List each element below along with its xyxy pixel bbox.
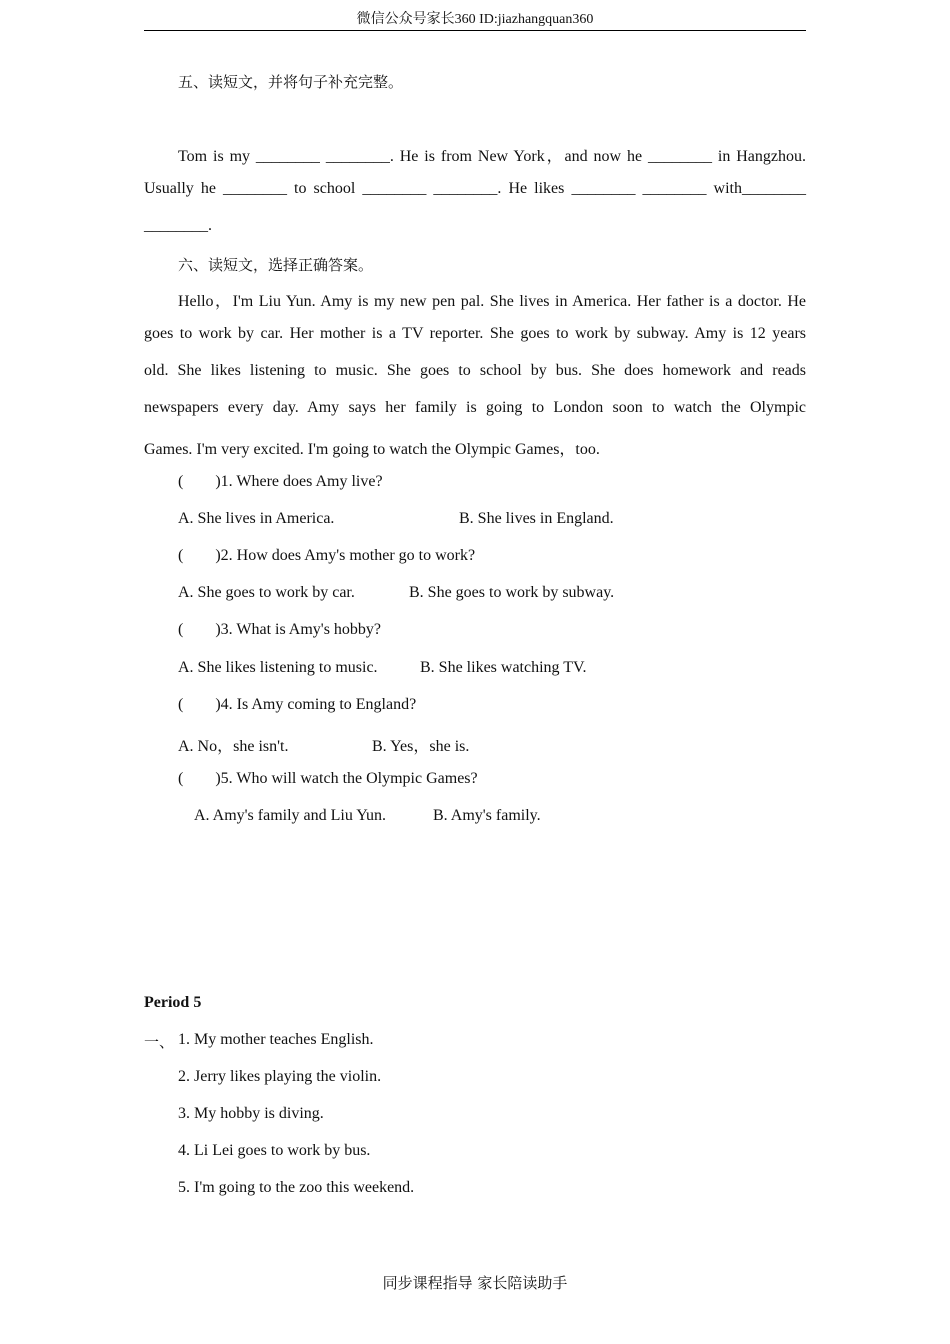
question-2-option-b: B. She goes to work by subway.	[409, 584, 615, 601]
question-4-option-b: B. Yes，she is.	[372, 738, 470, 755]
question-5-option-b: B. Amy's family.	[433, 807, 541, 824]
question-4-option-a: A. No，she isn't.	[178, 738, 289, 755]
period5-answer-2: 2. Jerry likes playing the violin.	[178, 1068, 382, 1085]
question-3-option-a: A. She likes listening to music.	[178, 659, 378, 676]
question-5: ( )5. Who will watch the Olympic Games?	[178, 770, 478, 787]
question-4: ( )4. Is Amy coming to England?	[178, 696, 417, 713]
page-header: 微信公众号家长360 ID:jiazhangquan360	[144, 10, 806, 31]
question-3: ( )3. What is Amy's hobby?	[178, 621, 382, 638]
section5-line2: Usually he ________ to school ________ ________. He likes ________ ________ with________	[144, 180, 806, 197]
period5-answer-5: 5. I'm going to the zoo this weekend.	[178, 1179, 415, 1196]
question-1-option-b: B. She lives in England.	[459, 510, 614, 527]
question-5-option-a: A. Amy's family and Liu Yun.	[194, 807, 387, 824]
passage-line-1: Hello，I'm Liu Yun. Amy is my new pen pal. She lives in America. Her father is a doctor. He	[178, 293, 807, 310]
page-footer: 同步课程指导 家长陪读助手	[382, 1274, 568, 1292]
question-3-option-b: B. She likes watching TV.	[420, 659, 587, 676]
passage-line-5: Games. I'm very excited. I'm going to watch the Olympic Games，too.	[144, 441, 600, 458]
section5-line3: ________.	[144, 217, 212, 234]
period5-answer-3: 3. My hobby is diving.	[178, 1105, 324, 1122]
question-1-option-a: A. She lives in America.	[178, 510, 335, 527]
period5-prefix: 一、	[144, 1033, 175, 1051]
passage-line-2: goes to work by car. Her mother is a TV reporter. She goes to work by subway. Amy is 12 years	[144, 325, 806, 342]
period5-title: Period 5	[144, 994, 202, 1011]
passage-line-4: newspapers every day. Amy says her family is going to London soon to watch the Olympic	[144, 399, 806, 416]
question-2: ( )2. How does Amy's mother go to work?	[178, 547, 476, 564]
period5-answer-4: 4. Li Lei goes to work by bus.	[178, 1142, 371, 1159]
section5-line1: Tom is my ________ ________. He is from New York，and now he ________ in Hangzhou.	[178, 148, 806, 165]
passage-line-3: old. She likes listening to music. She goes to school by bus. She does homework and reads	[144, 362, 806, 379]
period5-answer-1: 1. My mother teaches English.	[178, 1031, 374, 1048]
question-1: ( )1. Where does Amy live?	[178, 473, 383, 490]
question-2-option-a: A. She goes to work by car.	[178, 584, 355, 601]
section6-title: 六、读短文，选择正确答案。	[178, 256, 374, 274]
section5-title: 五、读短文，并将句子补充完整。	[178, 73, 404, 91]
